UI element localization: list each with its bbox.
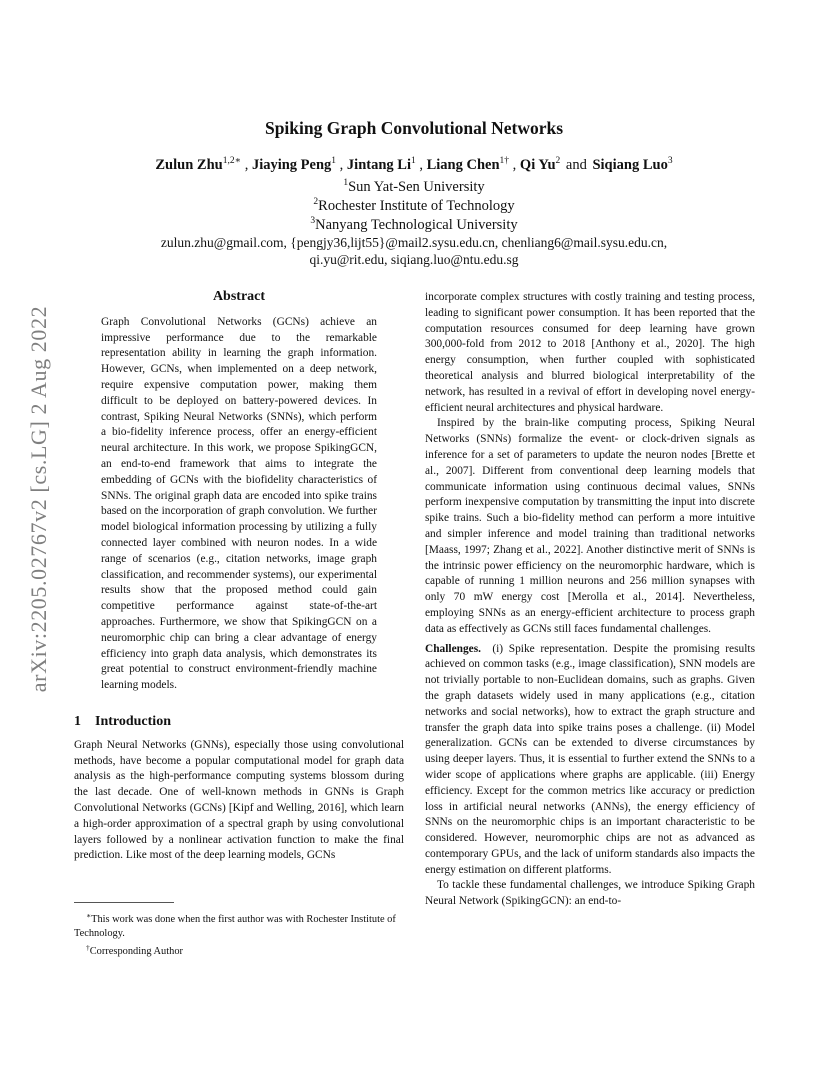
footnote-mark: †	[86, 943, 90, 952]
footnote-text: This work was done when the first author was with Rochester Institute of Technology.	[74, 914, 396, 939]
affiliation-mark: 3	[310, 216, 316, 226]
affiliation	[0, 197, 828, 215]
author-name: Liang Chen	[426, 157, 500, 173]
author-name: Jiaying Peng	[251, 157, 332, 173]
arxiv-identifier-text: arXiv:2205.02767v2 [cs.LG] 2 Aug 2022	[26, 305, 51, 693]
footnote	[74, 941, 404, 959]
affiliation	[0, 178, 828, 196]
author-affiliation-mark: 1,2∗	[222, 156, 242, 166]
body-paragraph: incorporate complex structures with costly training and testing process, leading to significant power consumption. It has been reported that the computation resources consumed for deep learning have grown 300,000-fold from 2012 to 2018 [Anthony et al., 2020]. The high energy consumption, when further coupled with sophisticated theoretical analysis and blurred biological interpretability of the network, has resulted in a revival of effort in developing novel energy-efficient neural architectures and physical hardware.	[425, 291, 755, 414]
paper-title: Spiking Graph Convolutional Networks	[264, 118, 564, 138]
body-paragraph: Inspired by the brain-like computing process, Spiking Neural Networks (SNNs) formalize the event- or clock-driven signals as inference for a set of parameters to update the neuron nodes [Brette et al., 2007]. Different from conventional deep learning models that communicate information using continuous decimal values, SNNs perform inexpensive computation by transmitting the input into discrete spike trains. Such a bio-fidelity method can perform a more intuitive and simpler inference and model training than traditional networks [Maass, 1997; Zhang et al., 2022]. Another distinctive merit of SNNs is the intrinsic power efficiency on the neuromorphic hardware, which is capable of running 1 million neurons and 256 million synapses with only 70 mW energy cost [Merolla et al., 2014]. Nevertheless, employing SNNs as an energy-efficient architecture to process graph data as effectively as GCNs still faces fundamental challenges.	[425, 417, 755, 635]
body-paragraph: To tackle these fundamental challenges, we introduce Spiking Graph Neural Network (SpikingGCN): an end-to-	[425, 879, 755, 908]
left-column	[74, 289, 404, 864]
arxiv-identifier	[24, 289, 54, 709]
author-name: Qi Yu	[519, 157, 556, 173]
email-line: zulun.zhu@gmail.com, {pengjy36,lijt55}@mail2.sysu.edu.cn, chenliang6@mail.sysu.edu.cn,	[160, 235, 668, 250]
email-line: qi.yu@rit.edu, siqiang.luo@ntu.edu.sg	[309, 252, 519, 267]
affiliation	[0, 216, 828, 234]
affiliation-name: Sun Yat-Sen University	[348, 179, 485, 195]
footnote-text: Corresponding Author	[89, 946, 183, 957]
challenges-paragraph	[425, 642, 755, 879]
author-separator: ,	[509, 157, 520, 173]
affiliation-name: Nanyang Technological University	[315, 217, 518, 233]
footnotes	[74, 902, 404, 959]
author-emails	[0, 234, 828, 268]
section-heading-introduction	[74, 714, 404, 730]
right-column	[425, 290, 755, 910]
footnote-mark: ∗	[86, 911, 92, 920]
author-name: Siqiang Luo	[592, 157, 668, 173]
affiliation-mark: 2	[313, 197, 319, 207]
challenges-lead: Challenges.	[425, 642, 482, 655]
abstract-heading: Abstract	[212, 289, 266, 304]
abstract-text: Graph Convolutional Networks (GCNs) achieve an impressive performance due to the remarkable representation ability in learning the graph information. However, GCNs, when implemented on a deep network, require expensive computation power, making them difficult to be deployed on battery-powered devices. In contrast, Spiking Neural Networks (SNNs), which perform a bio-fidelity inference process, offer an energy-efficient neural architecture. In this work, we propose SpikingGCN, an end-to-end framework that aims to integrate the embedding of GCNs with the biofidelity characteristics of SNNs. The original graph data are encoded into spike trains based on the incorporation of graph convolution. We further model biological information processing by utilizing a fully connected layer combined with neuron nodes. In a wide range of scenarios (e.g., citation networks, image graph classification, and recommender systems), our experimental results show that the proposed method could gain competitive performance against state-of-the-art approaches. Furthermore, we show that SpikingGCN on a neuromorphic chip can bring a clear advantage of energy efficiency into graph data analysis, which demonstrates its great potential to construct environment-friendly machine learning models.	[101, 315, 377, 692]
affiliation-mark: 1	[343, 178, 349, 188]
author-affiliation-mark: 3	[667, 156, 673, 166]
author-name: Zulun Zhu	[155, 157, 223, 173]
author-separator	[560, 157, 564, 173]
section-number: 1	[74, 713, 81, 729]
intro-paragraph: Graph Neural Networks (GNNs), especially those using convolutional methods, have become a popular computational model for graph data analysis as the high-performance computing systems blossom during the last decade. One of well-known methods in GNNs is Graph Convolutional Networks (GCNs) [Kipf and Welling, 2016], which learn a high-order approximation of a spectral graph by using convolutional layers followed by a nonlinear activation function to make the final prediction. Like most of the deep learning models, GCNs	[74, 738, 404, 862]
section-title: Introduction	[95, 713, 171, 729]
author-affiliation-mark: 2	[555, 156, 561, 166]
author-and: and	[565, 157, 587, 173]
author-separator: ,	[241, 157, 252, 173]
author-affiliation-mark: 1†	[499, 156, 510, 166]
affiliation-name: Rochester Institute of Technology	[318, 198, 515, 214]
author-affiliation-mark: 1	[331, 156, 337, 166]
footnote-rule	[74, 902, 174, 903]
author-name: Jintang Li	[346, 157, 411, 173]
author-separator: ,	[415, 157, 427, 173]
author-affiliation-mark: 1	[410, 156, 416, 166]
author-list	[0, 155, 828, 174]
author-separator: ,	[336, 157, 347, 173]
footnote	[74, 909, 404, 941]
challenges-text: (i) Spike representation. Despite the promising results achieved on common tasks (e.g., image classification), SNN models are not trivially portable to non-Euclidean domains, such as graphs. Given the graph datasets widely used in many applications (e.g., citation networks and social networks), how to extract the graph structure and transfer the graph data into spike trains poses a challenge. (ii) Model generalization. GCNs can be extended to diverse circumstances by using deeper layers. Thus, it is essential to further extend the SNNs to a wider scope of applications where graphs are applicable. (iii) Energy efficiency. Except for the common metrics like accuracy or prediction loss in artificial neural networks (ANNs), the energy efficiency of SNNs on the neuromorphic chips is an important characteristic to be considered. However, neuromorphic chips are not as advanced as contemporary GPUs, and the lack of uniform standards also impacts the energy estimation on different platforms.	[425, 642, 756, 876]
